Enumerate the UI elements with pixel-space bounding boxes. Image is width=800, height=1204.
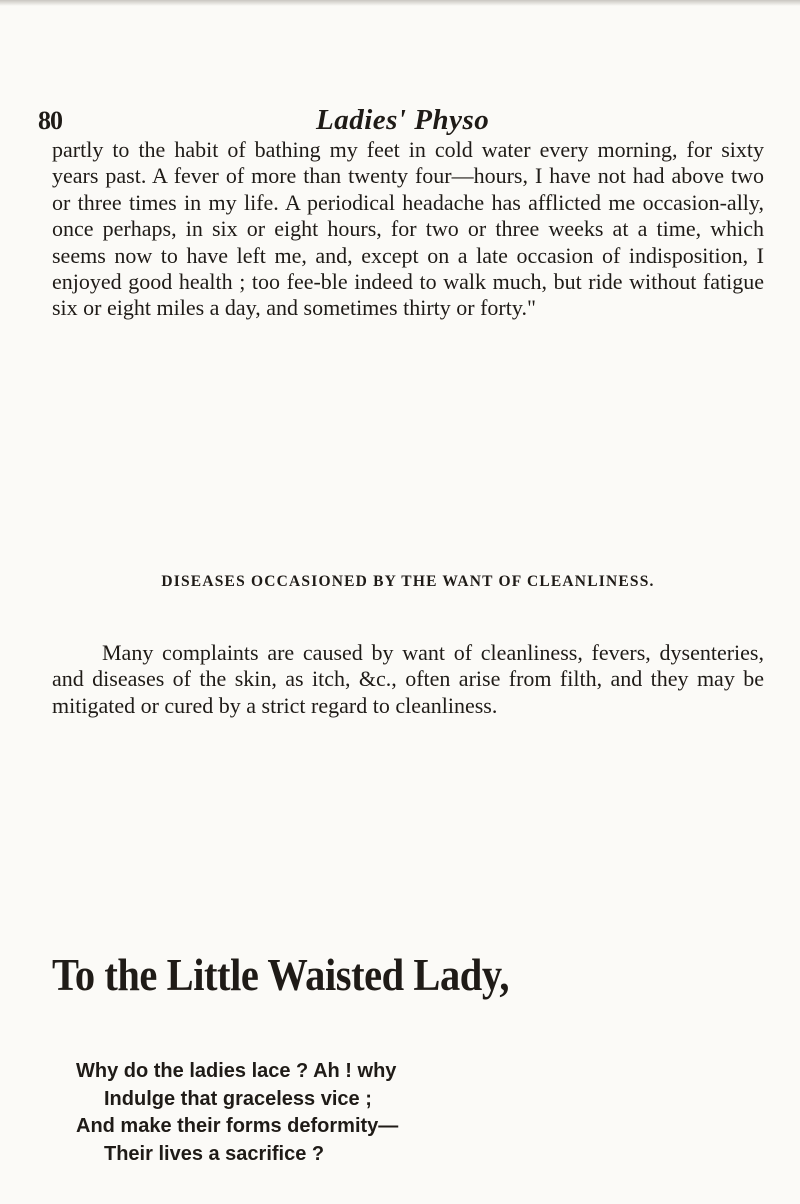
page-edge-shadow	[0, 0, 800, 6]
page-number: 80	[38, 106, 62, 135]
body-paragraph-2: Many complaints are caused by want of cleanliness, fevers, dysenteries, and diseases of the skin, as itch, &c., often arise from filth, and they may be mitigated or cured by a strict regard to cleanliness.	[52, 640, 764, 718]
poem-line: And make their forms deformity—	[76, 1115, 399, 1137]
poem-line: Indulge that graceless vice ;	[104, 1087, 372, 1110]
poem-title: To the Little Waisted Lady,	[52, 949, 510, 1000]
running-title: Ladies' Physo	[316, 104, 490, 136]
poem-line: Why do the ladies lace ? Ah ! why	[76, 1060, 397, 1082]
poem-stanza	[76, 1058, 776, 1168]
body-paragraph-1: partly to the habit of bathing my feet in cold water every morning, for sixty years past. A fever of more than twenty four—hours, I have not had above two or three times in my life. A periodical headache has afflicted me occasion-ally, once perhaps, in six or eight hours, for two or three weeks at a time, which seems now to have left me, and, except on a late occasion of indisposition, I enjoyed good health ; too fee-ble indeed to walk much, but ride without fatigue six or eight miles a day, and sometimes thirty or forty."	[52, 137, 764, 321]
section-heading: DISEASES OCCASIONED BY THE WANT OF CLEANLINESS.	[161, 573, 655, 590]
poem-line: Their lives a sacrifice ?	[104, 1142, 325, 1165]
